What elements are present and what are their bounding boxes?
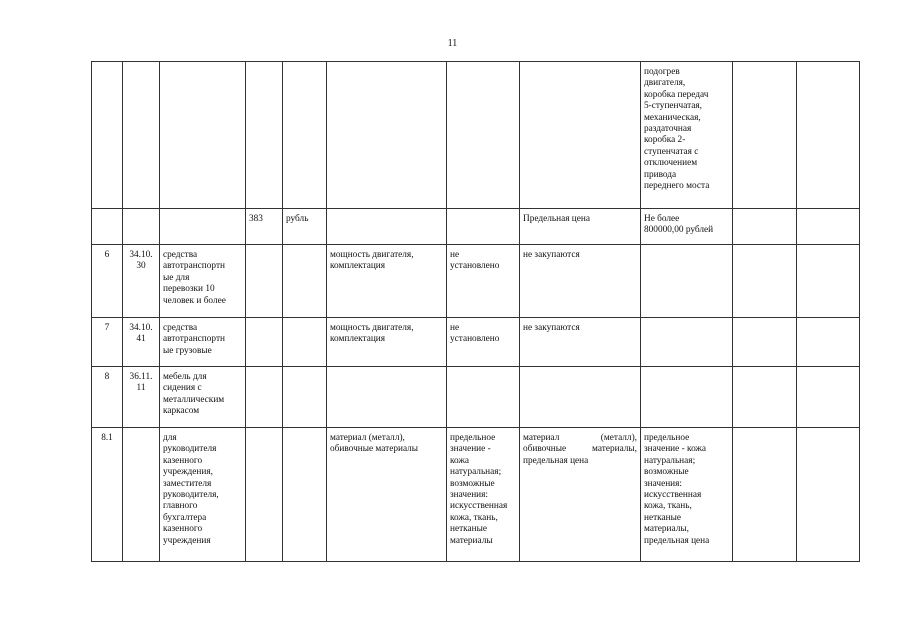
- page-number: 11: [447, 38, 458, 49]
- cell-extra-1: [733, 245, 797, 318]
- cell-approved-value: [641, 318, 733, 367]
- cell-unit-name: [283, 318, 327, 367]
- cell-approved-characteristic: [520, 62, 641, 209]
- cell-code: [123, 209, 160, 245]
- cell-num: 8.1: [92, 428, 123, 562]
- cell-value: [447, 209, 520, 245]
- cell-code: [123, 62, 160, 209]
- cell-num: [92, 209, 123, 245]
- cell-num: 7: [92, 318, 123, 367]
- cell-value: не установлено: [447, 245, 520, 318]
- table-row: [92, 367, 860, 428]
- table-row: [92, 428, 860, 562]
- cell-code: 34.10. 41: [123, 318, 160, 367]
- cell-unit-code: 383: [246, 209, 283, 245]
- cell-characteristic: [327, 62, 447, 209]
- cell-code: [123, 428, 160, 562]
- cell-extra-2: [797, 209, 860, 245]
- cell-extra-2: [797, 62, 860, 209]
- cell-characteristic: [327, 367, 447, 428]
- cell-unit-code: [246, 367, 283, 428]
- cell-approved-characteristic: не закупаются: [520, 245, 641, 318]
- cell-approved-characteristic: [520, 367, 641, 428]
- cell-name: мебель для сидения с металлическим каркасом: [160, 367, 246, 428]
- cell-approved-value: [641, 367, 733, 428]
- cell-approved-value: подогрев двигателя, коробка передач 5-ступенчатая, механическая, раздаточная коробка 2- ступенчатая с отключением привода переднего моста: [641, 62, 733, 209]
- cell-num: 6: [92, 245, 123, 318]
- table-row: [92, 62, 860, 209]
- cell-value: предельное значение - кожа натуральная; возможные значения: искусственная кожа, ткань, нетканые материалы: [447, 428, 520, 562]
- cell-value: [447, 62, 520, 209]
- procurement-requirements-table: [91, 61, 860, 562]
- cell-extra-2: [797, 367, 860, 428]
- cell-extra-1: [733, 318, 797, 367]
- cell-extra-2: [797, 318, 860, 367]
- cell-extra-1: [733, 209, 797, 245]
- cell-unit-code: [246, 62, 283, 209]
- cell-approved-value: [641, 245, 733, 318]
- table-row: [92, 318, 860, 367]
- cell-approved-value: Не более 800000,00 рублей: [641, 209, 733, 245]
- cell-value: [447, 367, 520, 428]
- cell-unit-code: [246, 245, 283, 318]
- cell-unit-name: [283, 428, 327, 562]
- cell-unit-name: [283, 245, 327, 318]
- table-row: [92, 245, 860, 318]
- cell-approved-characteristic: материал (металл), обивочные материалы, предельная цена: [520, 428, 641, 562]
- cell-num: [92, 62, 123, 209]
- cell-extra-2: [797, 245, 860, 318]
- cell-extra-1: [733, 62, 797, 209]
- cell-name: для руководителя казенного учреждения, заместителя руководителя, главного бухгалтера казенного учреждения: [160, 428, 246, 562]
- cell-name: средства автотранспортн ые грузовые: [160, 318, 246, 367]
- cell-characteristic: мощность двигателя, комплектация: [327, 245, 447, 318]
- cell-unit-name: [283, 367, 327, 428]
- cell-value: не установлено: [447, 318, 520, 367]
- cell-unit-name: [283, 62, 327, 209]
- table-row: [92, 209, 860, 245]
- cell-extra-1: [733, 428, 797, 562]
- cell-name: [160, 62, 246, 209]
- cell-extra-1: [733, 367, 797, 428]
- cell-name: [160, 209, 246, 245]
- cell-extra-2: [797, 428, 860, 562]
- cell-unit-code: [246, 318, 283, 367]
- cell-num: 8: [92, 367, 123, 428]
- cell-approved-characteristic: не закупаются: [520, 318, 641, 367]
- cell-unit-code: [246, 428, 283, 562]
- cell-approved-characteristic: Предельная цена: [520, 209, 641, 245]
- cell-name: средства автотранспортн ые для перевозки 10 человек и более: [160, 245, 246, 318]
- cell-characteristic: мощность двигателя, комплектация: [327, 318, 447, 367]
- cell-code: 36.11. 11: [123, 367, 160, 428]
- cell-characteristic: материал (металл), обивочные материалы: [327, 428, 447, 562]
- cell-code: 34.10. 30: [123, 245, 160, 318]
- cell-approved-value: предельное значение - кожа натуральная; возможные значения: искусственная кожа, ткань, нетканые материалы, предельная цена: [641, 428, 733, 562]
- cell-characteristic: [327, 209, 447, 245]
- cell-unit-name: рубль: [283, 209, 327, 245]
